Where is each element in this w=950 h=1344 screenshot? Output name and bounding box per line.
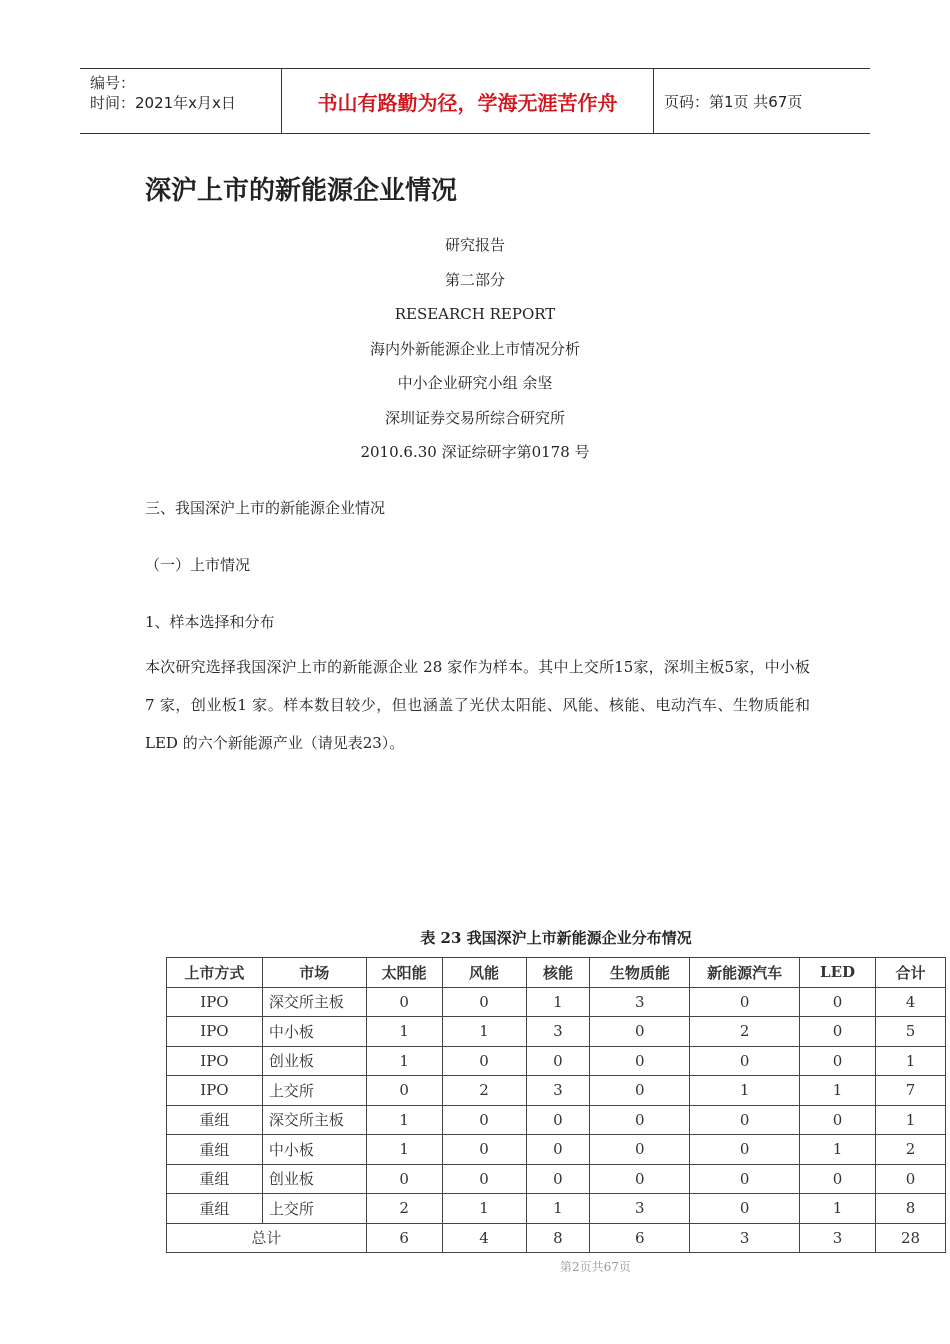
table-cell: 3 <box>526 1076 590 1106</box>
table-row <box>167 1194 946 1224</box>
table-cell: 重组 <box>167 1135 263 1165</box>
header-meta <box>80 69 282 133</box>
table-cell: 0 <box>800 1164 876 1194</box>
total-label: 总计 <box>167 1223 367 1253</box>
table-cell: 0 <box>590 1046 690 1076</box>
body-paragraph: 本次研究选择我国深沪上市的新能源企业 28 家作为样本。其中上交所15家，深圳主板5家，中小板7 家，创业板1 家。样本数目较少，但也涵盖了光伏太阳能、风能、核能、电动汽车、生物质能和LED 的六个新能源产业（请见表23）。 <box>145 658 810 752</box>
table-cell: 1 <box>366 1046 442 1076</box>
table-cell: 中小板 <box>262 1017 366 1047</box>
column-header: 生物质能 <box>590 958 690 988</box>
table-cell: 1 <box>366 1105 442 1135</box>
table-cell: 重组 <box>167 1164 263 1194</box>
total-cell: 4 <box>442 1223 526 1253</box>
table-cell: 1 <box>690 1076 800 1106</box>
table-cell: 0 <box>800 1017 876 1047</box>
total-cell: 6 <box>366 1223 442 1253</box>
report-part: 第二部分 <box>444 270 505 289</box>
table-cell: 0 <box>366 1164 442 1194</box>
column-header: 核能 <box>526 958 590 988</box>
table-cell: 0 <box>800 1046 876 1076</box>
report-author: 中小企业研究小组 余坚 <box>397 374 553 392</box>
table-caption: 表 23 我国深沪上市新能源企业分布情况 <box>420 929 692 947</box>
table-cell: 0 <box>690 1105 800 1135</box>
table-row <box>167 1105 946 1135</box>
column-header: 风能 <box>442 958 526 988</box>
table-cell: 2 <box>690 1017 800 1047</box>
table-cell: 上交所 <box>262 1194 366 1224</box>
table-cell: 5 <box>876 1017 946 1047</box>
table-cell: 0 <box>442 1046 526 1076</box>
table-cell: 创业板 <box>262 1046 366 1076</box>
table-cell: 4 <box>876 987 946 1017</box>
table-cell: 0 <box>366 987 442 1017</box>
table-cell: 深交所主板 <box>262 1105 366 1135</box>
header-motto: 书山有路勤为径，学海无涯苦作舟 <box>282 69 654 133</box>
table-row <box>167 1046 946 1076</box>
table-cell: 0 <box>690 1164 800 1194</box>
page-header <box>80 68 870 134</box>
table-row <box>167 987 946 1017</box>
table-cell: 3 <box>590 987 690 1017</box>
table-cell: 1 <box>366 1135 442 1165</box>
section-heading: 三、我国深沪上市的新能源企业情况 <box>145 499 386 517</box>
table-cell: 7 <box>876 1076 946 1106</box>
column-header: 上市方式 <box>167 958 263 988</box>
table-cell: 1 <box>442 1017 526 1047</box>
table-cell: 1 <box>366 1017 442 1047</box>
table-cell: 0 <box>526 1046 590 1076</box>
column-header: 合计 <box>876 958 946 988</box>
table-cell: 0 <box>690 1194 800 1224</box>
table-cell: 0 <box>690 987 800 1017</box>
report-date-ref: 2010.6.30 深证综研字第0178 号 <box>360 443 590 461</box>
table-cell: 0 <box>590 1135 690 1165</box>
table-cell: 0 <box>690 1135 800 1165</box>
table-row <box>167 1135 946 1165</box>
table-cell: 0 <box>690 1046 800 1076</box>
header-page-info: 页码：第1页 共67页 <box>664 92 803 111</box>
table-cell: 上交所 <box>262 1076 366 1106</box>
table-cell: 中小板 <box>262 1135 366 1165</box>
table-cell: IPO <box>167 1017 263 1047</box>
header-number: 编号： <box>90 74 136 92</box>
table-cell: 0 <box>442 1135 526 1165</box>
report-info-block <box>0 228 950 470</box>
column-header: 新能源汽车 <box>690 958 800 988</box>
table-cell: 3 <box>590 1194 690 1224</box>
total-cell: 3 <box>690 1223 800 1253</box>
total-cell: 6 <box>590 1223 690 1253</box>
table-cell: 深交所主板 <box>262 987 366 1017</box>
table-cell: 0 <box>590 1164 690 1194</box>
table-cell: 创业板 <box>262 1164 366 1194</box>
sub-heading: （一）上市情况 <box>145 556 251 574</box>
table-cell: 0 <box>800 987 876 1017</box>
column-header: 太阳能 <box>366 958 442 988</box>
table-cell: 1 <box>800 1194 876 1224</box>
table-row <box>167 1076 946 1106</box>
table-header-row <box>167 958 946 988</box>
document-title: 深沪上市的新能源企业情况 <box>145 176 458 206</box>
table-cell: 0 <box>590 1105 690 1135</box>
footer-page-fragment: 第2页共67页 <box>560 1260 631 1274</box>
report-institution: 深圳证券交易所综合研究所 <box>384 408 565 427</box>
total-cell: 3 <box>800 1223 876 1253</box>
table-cell: 0 <box>800 1105 876 1135</box>
table-cell: 1 <box>876 1046 946 1076</box>
table-row <box>167 1017 946 1047</box>
table-cell: 2 <box>366 1194 442 1224</box>
column-header: 市场 <box>262 958 366 988</box>
table-cell: 1 <box>526 987 590 1017</box>
table-cell: 0 <box>590 1076 690 1106</box>
item-heading: 1、样本选择和分布 <box>145 613 275 631</box>
table-cell: IPO <box>167 987 263 1017</box>
table-cell: 2 <box>876 1135 946 1165</box>
header-time: 时间：2021年x月x日 <box>90 94 236 112</box>
table-cell: 1 <box>876 1105 946 1135</box>
table-cell: 0 <box>876 1164 946 1194</box>
table-cell: 3 <box>526 1017 590 1047</box>
table-row <box>167 1164 946 1194</box>
table-cell: IPO <box>167 1076 263 1106</box>
report-subject: 海内外新能源企业上市情况分析 <box>369 339 580 358</box>
column-header: LED <box>800 958 876 988</box>
table-cell: 0 <box>442 1105 526 1135</box>
table-cell: 0 <box>526 1105 590 1135</box>
table-cell: 0 <box>366 1076 442 1106</box>
table-cell: 1 <box>800 1076 876 1106</box>
table-total-row <box>167 1223 946 1253</box>
table-cell: 8 <box>876 1194 946 1224</box>
table-cell: 0 <box>442 1164 526 1194</box>
table-cell: IPO <box>167 1046 263 1076</box>
table-cell: 1 <box>526 1194 590 1224</box>
table-cell: 1 <box>442 1194 526 1224</box>
table-cell: 重组 <box>167 1105 263 1135</box>
report-english-title: RESEARCH REPORT <box>394 305 556 323</box>
table-cell: 0 <box>526 1164 590 1194</box>
table-cell: 0 <box>590 1017 690 1047</box>
total-cell: 8 <box>526 1223 590 1253</box>
table-cell: 2 <box>442 1076 526 1106</box>
distribution-table <box>166 957 946 1253</box>
table-cell: 重组 <box>167 1194 263 1224</box>
table-cell: 0 <box>442 987 526 1017</box>
table-cell: 0 <box>526 1135 590 1165</box>
total-cell: 28 <box>876 1223 946 1253</box>
report-type: 研究报告 <box>444 236 505 254</box>
table-cell: 1 <box>800 1135 876 1165</box>
